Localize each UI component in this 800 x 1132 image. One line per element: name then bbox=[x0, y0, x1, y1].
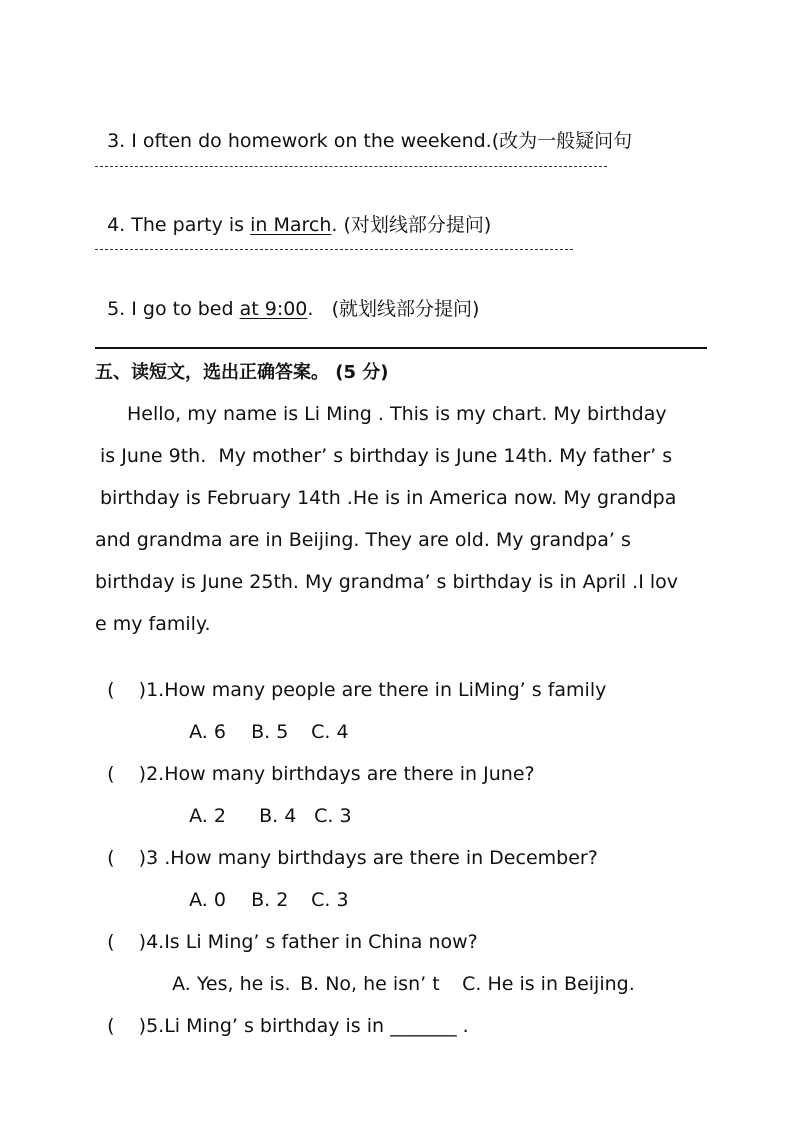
question-3-text: 3. I often do homework on the weekend.(改为一般疑问句 bbox=[107, 130, 633, 152]
option-a[interactable]: A. Yes, he is. bbox=[172, 973, 291, 995]
option-c[interactable]: C. He is in Beijing. bbox=[462, 973, 635, 995]
question-3 bbox=[95, 105, 632, 153]
reading-question-2-text: 2.How many birthdays are there in June? bbox=[146, 763, 535, 785]
section-heading: 五、读短文，选出正确答案。 (5 分) bbox=[95, 362, 389, 383]
passage-line: e my family. bbox=[95, 613, 211, 635]
option-a[interactable]: A. 0 bbox=[189, 889, 226, 911]
answer-paren-5[interactable]: ( ) bbox=[107, 1015, 147, 1037]
option-b[interactable]: B. No, he isn’ t bbox=[300, 973, 440, 995]
option-a[interactable]: A. 2 bbox=[189, 805, 226, 827]
options-3 bbox=[177, 864, 349, 912]
option-c[interactable]: C. 4 bbox=[311, 721, 349, 743]
option-b[interactable]: B. 5 bbox=[251, 721, 289, 743]
answer-paren-3[interactable]: ( ) bbox=[107, 847, 147, 869]
reading-question-2 bbox=[95, 738, 535, 786]
answer-blank-4[interactable] bbox=[95, 249, 573, 250]
question-5-underlined: at 9:00 bbox=[239, 298, 308, 320]
reading-question-4-text: 4.Is Li Ming’ s father in China now? bbox=[146, 931, 478, 953]
question-4-prefix: 4. The party is bbox=[107, 214, 251, 236]
options-1 bbox=[177, 696, 349, 744]
option-a[interactable]: A. 6 bbox=[189, 721, 226, 743]
passage-line: is June 9th. My mother’ s birthday is June 14th. My father’ s bbox=[100, 445, 673, 467]
reading-question-1-text: 1.How many people are there in LiMing’ s family bbox=[146, 679, 607, 701]
passage-line: Hello, my name is Li Ming . This is my chart. My birthday bbox=[127, 403, 667, 425]
options-4 bbox=[160, 948, 635, 996]
reading-question-5-text: 5.Li Ming’ s birthday is in _______ . bbox=[146, 1015, 469, 1037]
option-b[interactable]: B. 4 bbox=[259, 805, 297, 827]
passage-line: birthday is June 25th. My grandma’ s birthday is in April .I lov bbox=[95, 571, 678, 593]
question-4 bbox=[95, 189, 491, 237]
question-5-suffix: . (就划线部分提问) bbox=[307, 298, 480, 320]
option-c[interactable]: C. 3 bbox=[314, 805, 352, 827]
answer-blank-3[interactable] bbox=[95, 166, 607, 167]
reading-question-3 bbox=[95, 822, 598, 870]
answer-paren-4[interactable]: ( ) bbox=[107, 931, 147, 953]
passage-line: birthday is February 14th .He is in America now. My grandpa bbox=[100, 487, 677, 509]
question-5-prefix: 5. I go to bed bbox=[107, 298, 240, 320]
reading-question-5 bbox=[95, 990, 469, 1038]
passage-line: and grandma are in Beijing. They are old. My grandpa’ s bbox=[95, 529, 631, 551]
question-4-underlined: in March bbox=[250, 214, 332, 236]
reading-question-3-text: 3 .How many birthdays are there in December? bbox=[146, 847, 598, 869]
option-b[interactable]: B. 2 bbox=[251, 889, 289, 911]
reading-question-1 bbox=[95, 654, 606, 702]
option-c[interactable]: C. 3 bbox=[311, 889, 349, 911]
question-4-suffix: . (对划线部分提问) bbox=[331, 214, 492, 236]
answer-paren-2[interactable]: ( ) bbox=[107, 763, 147, 785]
answer-paren-1[interactable]: ( ) bbox=[107, 679, 147, 701]
reading-question-4 bbox=[95, 906, 478, 954]
answer-line-5[interactable] bbox=[95, 347, 707, 349]
question-5 bbox=[95, 273, 479, 321]
options-2 bbox=[177, 780, 352, 828]
